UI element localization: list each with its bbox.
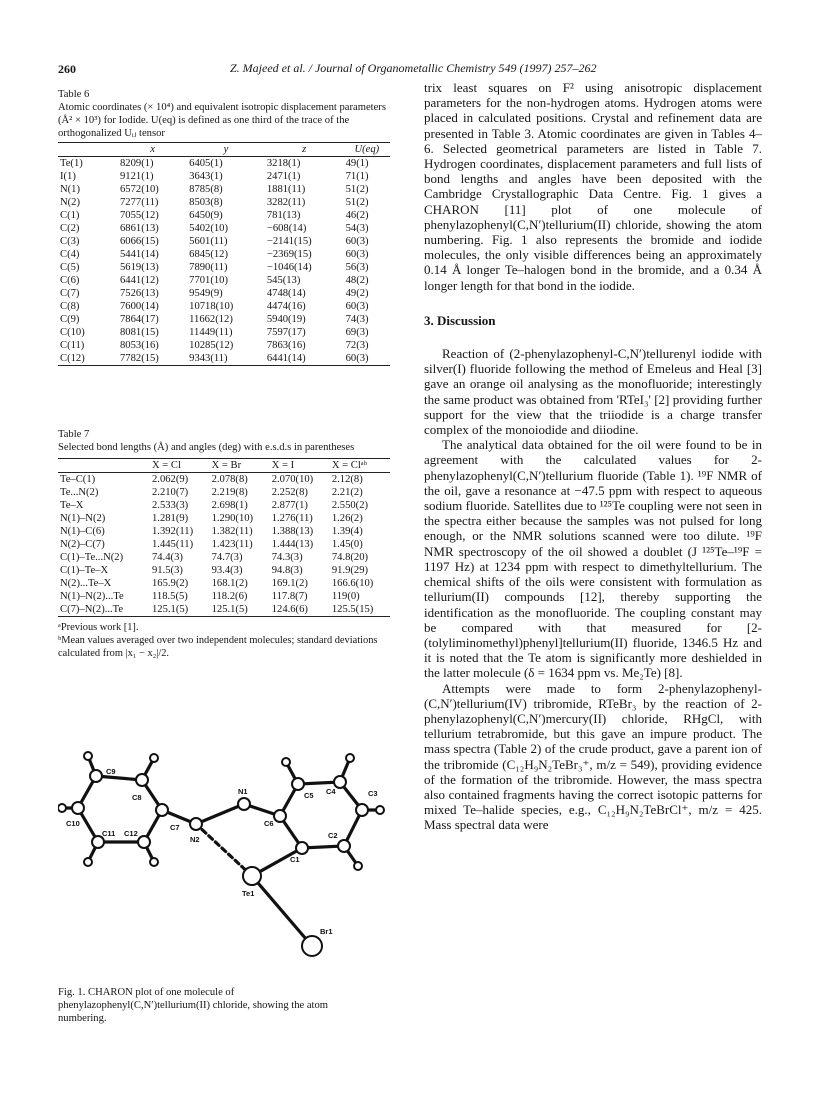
table-cell: 2.070(10)	[271, 474, 314, 485]
table-cell: 8503(8)	[189, 197, 223, 208]
table-row	[58, 235, 390, 248]
atom-label-te1: Te1	[242, 889, 255, 898]
table-cell: C(1)–Te...N(2)	[60, 552, 124, 563]
table-cell: 1.276(11)	[271, 513, 313, 524]
table-cell: 46(2)	[345, 210, 369, 221]
table-row	[58, 564, 390, 577]
table-cell: 1.382(11)	[211, 526, 253, 537]
table7-header-2: X = Br	[210, 459, 270, 473]
charon-plot	[58, 744, 390, 980]
table-cell: 168.1(2)	[211, 578, 248, 589]
table-row	[58, 248, 390, 261]
table-cell: 74.4(3)	[152, 552, 183, 563]
table-cell: 6572(10)	[120, 184, 159, 195]
table-cell: 118.2(6)	[211, 591, 248, 602]
table-cell: 2.210(7)	[152, 487, 189, 498]
table-cell: 117.8(7)	[271, 591, 308, 602]
table-cell: 1.445(11)	[152, 539, 194, 550]
atom-label-br1: Br1	[320, 927, 333, 936]
table-row	[58, 313, 390, 326]
table-cell: C(11)	[60, 340, 85, 351]
table7-footnote-b: ᵇMean values averaged over two independent molecules; standard deviations calculated from |x₁ − x₂|/2.	[58, 635, 378, 659]
atom-label-c7: C7	[170, 823, 180, 832]
table-cell: 72(3)	[345, 340, 369, 351]
table-cell: C(12)	[58, 352, 118, 366]
atom-label-c5: C5	[304, 791, 314, 800]
table-cell: 6450(9)	[189, 210, 223, 221]
table6	[58, 142, 390, 366]
table7-header-1: X = Cl	[150, 459, 210, 473]
table-cell: 2.550(2)	[331, 500, 369, 511]
table-cell: −2369(15)	[266, 249, 312, 260]
table-cell: 54(3)	[345, 223, 369, 234]
paragraph-1: trix least squares on F² using anisotropic displacement parameters for the non-hydrogen atoms. Hydrogen atoms were placed in calculated positions. Crystal and refinement data are presented in Table 3. Atomic coordinates are given in Tables 4–6. Selected geometrical parameters are listed in Table 7. Hydrogen coordinates, displacement parameters and full lists of bond lengths and angles have been deposited with the Cambridge Crystallographic Data Centre. Fig. 1 gives a CHARON [11] plot of one molecule of phenylazophenyl(C,N′)tellurium(II) chloride, showing the atom numbering. Fig. 1 also represents the bromide and iodide molecules, the only visible differences being an approximately 0.14 Å longer Te–halogen bond in the bromide, and a 0.34 Å longer length for that bond in the iodide.	[424, 80, 762, 293]
atom-label-c4: C4	[326, 787, 336, 796]
table-cell: −1046(14)	[266, 262, 312, 273]
table-row	[58, 486, 390, 499]
table-cell: 4474(16)	[266, 301, 306, 312]
table-cell: C(3)	[60, 236, 80, 247]
table-row	[58, 551, 390, 564]
table-cell: 91.9(29)	[331, 565, 369, 576]
table-cell: C(7)	[60, 288, 80, 299]
atom-label-c2: C2	[328, 831, 338, 840]
table-cell: 2.533(3)	[152, 500, 189, 511]
table-cell: 3643(1)	[189, 171, 223, 182]
table-cell: Te(1)	[60, 158, 83, 169]
table-row	[58, 577, 390, 590]
table-cell: 3218(1)	[266, 158, 301, 169]
table-cell: 2.062(9)	[152, 474, 189, 485]
table-cell: 10285(12)	[189, 340, 234, 351]
table-cell: C(10)	[60, 327, 85, 338]
table-cell: 1.45(0)	[331, 539, 363, 550]
table-cell: 2.21(2)	[331, 487, 363, 498]
table-cell: 1.281(9)	[152, 513, 189, 524]
atom-label-c6: C6	[264, 819, 274, 828]
table-row	[58, 590, 390, 603]
table-cell: 5441(14)	[120, 249, 159, 260]
table-cell: 49(2)	[345, 288, 369, 299]
table-cell: 3282(11)	[266, 197, 306, 208]
table-cell: 51(2)	[345, 184, 369, 195]
atom-label-c8: C8	[132, 793, 142, 802]
table7-header-4: X = Clᵃᵇ	[330, 459, 390, 473]
table-cell: 125.1(5)	[150, 603, 210, 617]
table6-label: Table 6	[58, 89, 90, 100]
table-cell: 6861(13)	[120, 223, 159, 234]
table-cell: 91.5(3)	[152, 565, 183, 576]
table-row	[58, 473, 390, 487]
table-cell: 10718(10)	[189, 301, 234, 312]
table-cell: 2.12(8)	[331, 474, 363, 485]
table-row	[58, 287, 390, 300]
table-row	[58, 352, 390, 366]
paragraph-4: Attempts were made to form 2-phenylazophenyl-(C,N′)tellurium(IV) tribromide, RTeBr₃ by the reaction of 2-phenylazophenyl(C,N′)mercury(II) chloride, RHgCl, with tellurium tetrabromide, but this gave an impure product. The mass spectra (Table 2) of the crude product, gave a parent ion of the tribromide (C₁₂H₉N₂TeBr₃⁺, m/z = 549), providing evidence of the formation of the tribromide. However, the mass spectra also contained fragments having the correct isotopic patterns for mixed Te–halide species, e.g., C₁₂H₉N₂TeBrCl⁺, m/z = 425. Mass spectral data were	[424, 680, 762, 833]
table-cell: N(1)	[60, 184, 81, 195]
section-heading: 3. Discussion	[424, 312, 496, 328]
table6-header-0	[58, 143, 118, 157]
table-row	[58, 512, 390, 525]
table-cell: 1881(11)	[266, 184, 306, 195]
table-row	[58, 274, 390, 287]
table-cell: 1.290(10)	[211, 513, 254, 524]
table-row	[58, 538, 390, 551]
te-atom	[243, 867, 261, 885]
table-cell: 5940(19)	[266, 314, 306, 325]
table-cell: 6441(12)	[120, 275, 159, 286]
table-cell: C(8)	[60, 301, 80, 312]
table-cell: I(1)	[60, 171, 76, 182]
table-cell: 94.8(3)	[271, 565, 303, 576]
table-cell: 118.5(5)	[152, 591, 188, 602]
table-cell: N(1)–N(2)...Te	[60, 591, 124, 602]
table-cell: 2.219(8)	[211, 487, 248, 498]
table-cell: N(2)–C(7)	[60, 539, 105, 550]
table-cell: 7863(16)	[266, 340, 306, 351]
table6-header-2: y	[187, 143, 265, 157]
table-cell: C(2)	[60, 223, 80, 234]
table-row	[58, 339, 390, 352]
table-cell: 1.39(4)	[331, 526, 363, 537]
table7-label: Table 7	[58, 429, 90, 440]
bond-te-x	[252, 876, 312, 946]
table-cell: 6845(12)	[189, 249, 228, 260]
table-cell: C(7)–N(2)...Te	[58, 603, 150, 617]
table-cell: 9343(11)	[187, 352, 265, 366]
atom-label-n1: N1	[238, 787, 248, 796]
table-row	[58, 603, 390, 617]
table-cell: 60(3)	[345, 249, 369, 260]
table-cell: 6405(1)	[189, 158, 223, 169]
bond-te-n2	[196, 824, 252, 876]
table-cell: 124.6(6)	[270, 603, 330, 617]
table7-header-0	[58, 459, 150, 473]
table-cell: 74(3)	[345, 314, 369, 325]
atom-label-c1: C1	[290, 855, 300, 864]
table-cell: 6441(14)	[265, 352, 344, 366]
table-cell: N(2)...Te–X	[60, 578, 112, 589]
table-cell: 71(1)	[345, 171, 369, 182]
table-cell: 7890(11)	[189, 262, 228, 273]
table7-caption	[58, 428, 390, 454]
table-cell: 8785(8)	[189, 184, 223, 195]
atom-label-n2: N2	[190, 835, 200, 844]
table-cell: C(6)	[60, 275, 80, 286]
table6-caption	[58, 88, 390, 140]
table-cell: Te–C(1)	[60, 474, 96, 485]
table7-caption-text: Selected bond lengths (Å) and angles (deg) with e.s.d.s in parentheses	[58, 442, 355, 453]
figure1-structure-plot	[58, 744, 390, 980]
table-cell: 1.444(13)	[271, 539, 314, 550]
table-cell: 166.6(10)	[331, 578, 374, 589]
table-cell: 74.7(3)	[211, 552, 243, 563]
table-cell: 9121(1)	[120, 171, 154, 182]
table-cell: 8053(16)	[120, 340, 159, 351]
table7-header-3: X = I	[270, 459, 330, 473]
phenyl-ring-left	[78, 776, 162, 842]
table-row	[58, 209, 390, 222]
table-cell: 6066(15)	[120, 236, 159, 247]
atom-label-c12: C12	[124, 829, 138, 838]
table-cell: Te...N(2)	[60, 487, 99, 498]
table-cell: 2.252(8)	[271, 487, 308, 498]
table-row	[58, 326, 390, 339]
table7-footnote-a: ᵃPrevious work [1].	[58, 622, 139, 633]
table-cell: 7782(15)	[118, 352, 187, 366]
table-cell: 60(3)	[344, 352, 390, 366]
paragraph-2: Reaction of (2-phenylazophenyl-C,N′)tellurenyl iodide with silver(I) fluoride following the method of Emeleus and Heal [3] gave an orange oil analysing as the monofluoride; interestingly the same product was obtained from 'RTeI₃' [2] providing further support for the view that the triiodide is a charge transfer complex of the monoiodide and diiodine.	[424, 346, 762, 438]
left-column	[58, 88, 390, 660]
halogen-atom	[302, 936, 322, 956]
table-cell: 60(3)	[345, 236, 369, 247]
table-cell: 69(3)	[345, 327, 369, 338]
table-cell: C(1)–Te–X	[60, 565, 109, 576]
table-cell: 11662(12)	[189, 314, 233, 325]
table6-header-1: x	[118, 143, 187, 157]
table-cell: 51(2)	[345, 197, 369, 208]
table-cell: 11449(11)	[189, 327, 233, 338]
table-cell: 7701(10)	[189, 275, 228, 286]
table-row	[58, 525, 390, 538]
table-cell: C(1)	[60, 210, 80, 221]
table-cell: 5601(11)	[189, 236, 228, 247]
table6-header-4: U(eq)	[344, 143, 390, 157]
table-cell: 8081(15)	[120, 327, 159, 338]
table-cell: 125.1(5)	[210, 603, 270, 617]
table-cell: C(4)	[60, 249, 80, 260]
running-head: Z. Majeed et al. / Journal of Organometallic Chemistry 549 (1997) 257–262	[230, 61, 597, 75]
table-cell: 60(3)	[345, 301, 369, 312]
table-row	[58, 196, 390, 209]
table-cell: 7597(17)	[266, 327, 306, 338]
page-number: 260	[58, 62, 76, 76]
table-cell: 1.388(13)	[271, 526, 314, 537]
table6-caption-text: Atomic coordinates (× 10⁴) and equivalent isotropic displacement parameters (Å² × 10³) for Iodide. U(eq) is defined as one third of the trace of the orthogonalized Uᵢⱼ tensor	[58, 102, 386, 139]
table-cell: 48(2)	[345, 275, 369, 286]
table-cell: 169.1(2)	[271, 578, 308, 589]
table-cell: 7600(14)	[120, 301, 159, 312]
phenyl-ring-right	[280, 782, 362, 848]
table-cell: 7277(11)	[120, 197, 159, 208]
table-cell: 8209(1)	[120, 158, 154, 169]
atom-label-c3: C3	[368, 789, 378, 798]
table-cell: 545(13)	[266, 275, 301, 286]
table-row	[58, 157, 390, 171]
table-cell: 49(1)	[345, 158, 369, 169]
table-cell: 4748(14)	[266, 288, 306, 299]
table-cell: 125.5(15)	[330, 603, 390, 617]
table-cell: 5619(13)	[120, 262, 159, 273]
table-cell: C(5)	[60, 262, 80, 273]
table-cell: −608(14)	[266, 223, 307, 234]
table-cell: 1.392(11)	[152, 526, 194, 537]
table6-header-3: z	[265, 143, 344, 157]
bond-n1-n2	[196, 804, 244, 824]
table-cell: 781(13)	[266, 210, 301, 221]
table7	[58, 458, 390, 617]
paragraph-3: The analytical data obtained for the oil were found to be in agreement with the calculated values for 2-phenylazophenyl(C,N′)tellurium fluoride (Table 1). ¹⁹F NMR of the oil, gave a resonance at −47.5 ppm with respect to aqueous sodium fluoride. Satellites due to ¹²⁵Te coupling were not seen in the spectra either because the samples was not pulsed for long enough, or the NMR solutions scanned were too dilute. ¹⁹F NMR spectroscopy of the oil showed a doublet (J ¹²⁵Te–¹⁹F = 1197 Hz) at 1234 ppm with respect to dimethyltellurium. The chemical shifts of the oils were consistent with formulation as tellurium(II) compounds [12], thereby supporting the identification as the monofluoride. The coupling constant may be compared with that measured for [2-(tolyliminomethyl)phenyl]tellurium(II) fluoride, 1346.5 Hz and it is noted that the Te atom is significantly more deshielded in the latter molecule (δ = 1634 ppm vs. Me₂Te) [8].	[424, 437, 762, 681]
table7-footnotes	[58, 621, 390, 660]
table-cell: 56(3)	[345, 262, 369, 273]
table-cell: 7055(12)	[120, 210, 159, 221]
figure1-caption: Fig. 1. CHARON plot of one molecule of phenylazophenyl(C,N′)tellurium(II) chloride, showing the atom numbering.	[58, 987, 329, 1024]
table-cell: 1.423(11)	[211, 539, 253, 550]
table-cell: N(1)–N(2)	[60, 513, 106, 524]
right-column	[424, 80, 762, 833]
table-cell: 9549(9)	[189, 288, 223, 299]
table-cell: Te–X	[60, 500, 84, 511]
table-cell: 2.078(8)	[211, 474, 248, 485]
table-cell: 7526(13)	[120, 288, 159, 299]
table-row	[58, 300, 390, 313]
table-cell: N(2)	[60, 197, 81, 208]
table-cell: 93.4(3)	[211, 565, 243, 576]
table-cell: 2471(1)	[266, 171, 301, 182]
table-cell: 119(0)	[331, 591, 360, 602]
table-row	[58, 261, 390, 274]
table-cell: N(1)–C(6)	[60, 526, 105, 537]
atom-label-c11: C11	[102, 829, 116, 838]
table-cell: C(9)	[60, 314, 80, 325]
atom-label-c10: C10	[66, 819, 80, 828]
table-row	[58, 183, 390, 196]
table-row	[58, 170, 390, 183]
table-cell: 165.9(2)	[152, 578, 189, 589]
table-cell: 74.8(20)	[331, 552, 369, 563]
table-cell: 7864(17)	[120, 314, 159, 325]
atom-label-c9: C9	[106, 767, 116, 776]
table-cell: −2141(15)	[266, 236, 312, 247]
table-cell: 1.26(2)	[331, 513, 363, 524]
table-cell: 2.877(1)	[271, 500, 308, 511]
table-row	[58, 499, 390, 512]
table-cell: 5402(10)	[189, 223, 228, 234]
table-row	[58, 222, 390, 235]
table-cell: 74.3(3)	[271, 552, 303, 563]
table-cell: 2.698(1)	[211, 500, 248, 511]
